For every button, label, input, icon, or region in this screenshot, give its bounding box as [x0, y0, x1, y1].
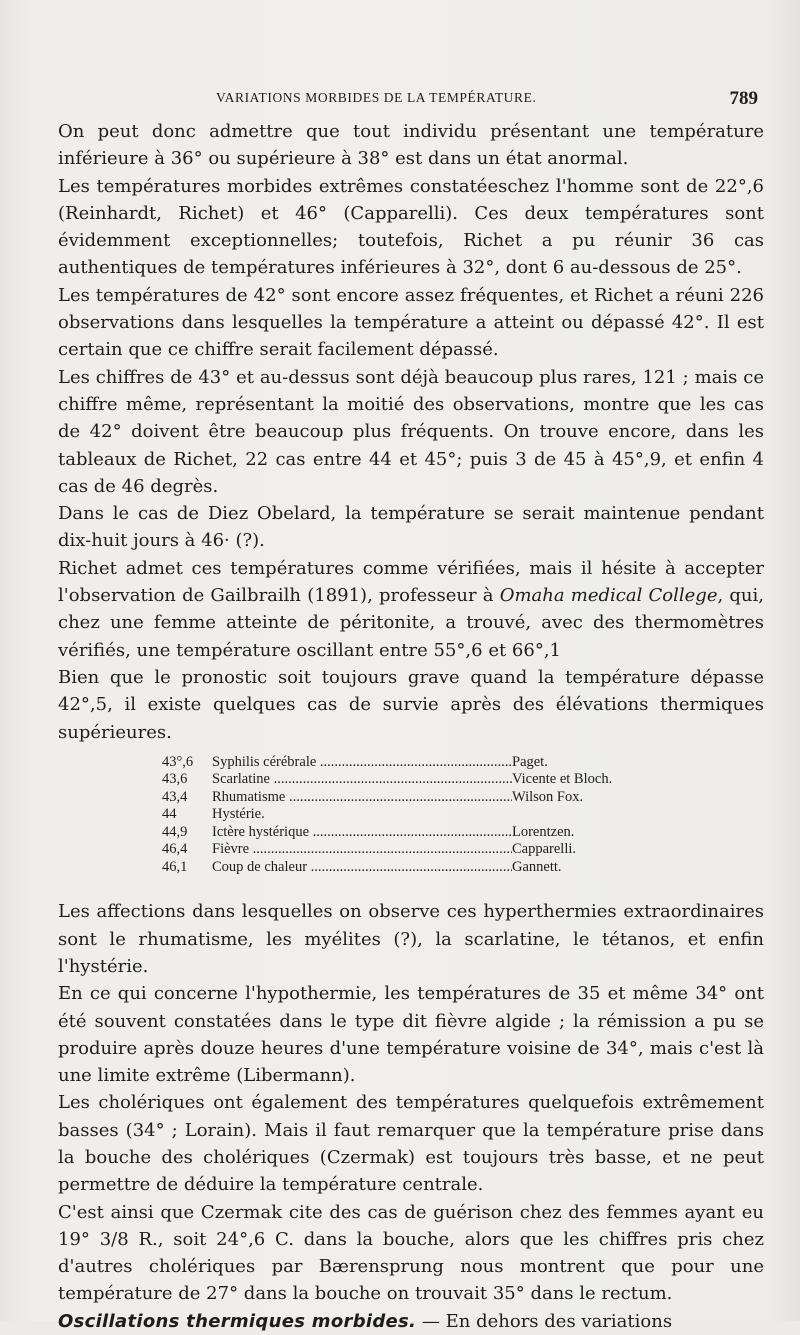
table-cell-author: Gannett. — [512, 858, 562, 875]
table-cell-disease: Syphilis cérébrale ..... — [212, 754, 512, 772]
table-cell-disease: Fièvre ..... — [212, 841, 512, 859]
paragraph-10: Les cholériques ont également des températures quelquefois extrêmement basses (34° ; Lorain). Mais il faut remarquer que la température prise dans la bouche des cholériques (Czermak) est toujours très basse, et ne peut permettre de déduire la température centrale. — [58, 1092, 764, 1196]
table-cell-author: Vicente et Bloch. — [512, 771, 613, 788]
paragraph-7: Bien que le pronostic soit toujours grave quand la température dépasse 42°,5, il existe quelques cas de survie après des élévations thermiques supérieures. — [58, 666, 764, 743]
paragraph-6 — [58, 555, 764, 664]
paragraph-3: Les températures de 42° sont encore assez fréquentes, et Richet a réuni 226 observations dans lesquelles la température a atteint ou dépassé 42°. Il est certain que ce chiffre serait facilement dépassé. — [58, 284, 764, 361]
table-cell-temp: 43,6 — [162, 771, 188, 788]
table-row — [162, 806, 682, 824]
body-text — [58, 118, 764, 1335]
paragraph-2: Les températures morbides extrêmes constatéeschez l'homme sont de 22°,6 (Reinhardt, Richet) et 46° (Capparelli). Ces deux températures sont évidemment exceptionnelles; toutefois, Richet a pu réunir 36 cas authentiques de températures inférieures à 32°, dont 6 au-dessous de 25°. — [58, 175, 764, 279]
paragraph-5: Dans le cas de Diez Obelard, la température se serait maintenue pendant dix-huit jours à 46· (?). — [58, 503, 764, 552]
table-cell-author: Paget. — [512, 753, 548, 770]
paragraph-1: On peut donc admettre que tout individu présentant une température inférieure à 36° ou supérieure à 38° est dans un état anormal. — [58, 121, 764, 170]
table-cell-author — [512, 806, 672, 824]
table-cell-temp: 43°,6 — [162, 753, 194, 770]
paragraph-11: C'est ainsi que Czermak cite des cas de guérison chez des femmes ayant eu 19° 3/8 R., soit 24°,6 C. dans la bouche, alors que les chiffres pris chez d'autres cholériques par Bærensprung nous montrent que pour une température de 27° dans la bouche on trouvait 35° dans le rectum. — [58, 1201, 764, 1305]
table-cell-temp: 44 — [162, 806, 177, 823]
table-row — [162, 771, 682, 789]
table-cell-temp: 46,4 — [162, 841, 188, 858]
table-cell-author: Wilson Fox. — [512, 788, 584, 805]
table-cell-disease: Coup de chaleur ..... — [212, 859, 512, 877]
page-number: 789 — [729, 88, 758, 109]
table-row — [162, 754, 682, 772]
paragraph-6-part-b: , qui, chez une femme atteinte de péritonite, a trouvé, avec des thermomètres vérifiés, une température oscillant entre 55°,6 et 66°,1 — [58, 585, 764, 661]
table-cell-temp: 43,4 — [162, 788, 188, 805]
paragraph-9: En ce qui concerne l'hypothermie, les températures de 35 et même 34° ont été souvent constatées dans le type dit fièvre algide ; la rémission a pu se produire après douze heures d'une température voisine de 34°, mais c'est là une limite extrême (Libermann). — [58, 983, 764, 1087]
table-cell-author: Lorentzen. — [512, 823, 575, 840]
table-row — [162, 789, 682, 807]
table-cell-disease: Ictère hystérique ..... — [212, 824, 512, 842]
table-cell-author: Capparelli. — [512, 841, 577, 858]
running-head — [58, 88, 758, 114]
temperature-table — [162, 754, 682, 877]
table-row — [162, 841, 682, 859]
running-title: VARIATIONS MORBIDES DE LA TEMPÉRATURE. — [216, 90, 537, 105]
paragraph-4: Les chiffres de 43° et au-dessus sont déjà beaucoup plus rares, 121 ; mais ce chiffre même, représentant la moitié des observations, montre que les cas de 42° doivent être beaucoup plus fréquents. On trouve encore, dans les tableaux de Richet, 22 cas entre 44 et 45°; puis 3 de 45 à 45°,9, et enfin 4 cas de 46 degrès. — [58, 366, 764, 497]
paragraph-6-italic: Omaha medical College — [499, 585, 718, 607]
table-cell-disease: Rhumatisme ..... — [212, 789, 512, 807]
section-run-in-heading: Oscillations thermiques morbides. — [58, 1310, 417, 1332]
table-cell-disease: Scarlatine ..... — [212, 771, 512, 789]
table-row — [162, 859, 682, 877]
table-cell-temp: 44,9 — [162, 823, 188, 840]
paragraph-8: Les affections dans lesquelles on observe ces hyperthermies extraordinaires sont le rhumatisme, les myélites (?), la scarlatine, le tétanos, et enfin l'hystérie. — [58, 901, 764, 977]
spacer — [58, 884, 764, 898]
paragraph-6-part-a: Richet admet ces températures comme vérifiées, mais il hésite à accepter l'observation de Gailbrailh (1891), professeur à — [58, 557, 764, 607]
table-cell-temp: 46,1 — [162, 858, 188, 875]
table-row — [162, 824, 682, 842]
paragraph-12-text: — En dehors des variations — [416, 1310, 673, 1332]
paragraph-12 — [58, 1308, 764, 1335]
table-cell-disease: Hystérie. — [212, 806, 265, 823]
